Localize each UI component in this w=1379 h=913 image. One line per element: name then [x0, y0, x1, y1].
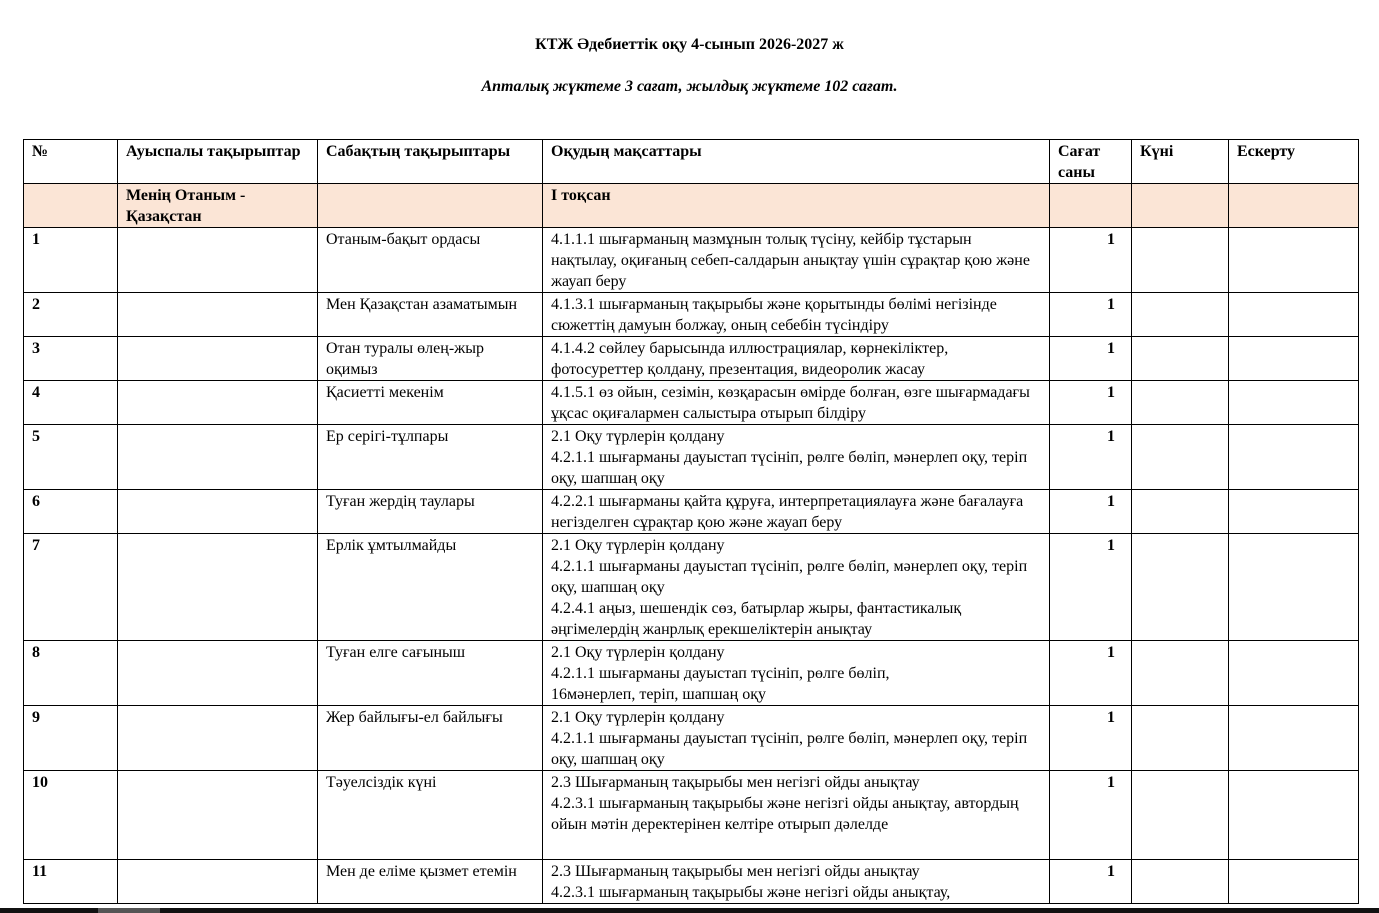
- header-date: Күні: [1132, 140, 1229, 184]
- objective-line: 2.1 Оқу түрлерін қолдану: [551, 644, 725, 661]
- objective-line: 4.1.3.1 шығарманың тақырыбы және қорытынды бөлімі негізінде сюжеттің дамуын болжау, оның себебін түсіндіру: [551, 296, 997, 334]
- row-hours: 1: [1050, 534, 1132, 641]
- row-date: [1132, 425, 1229, 490]
- row-date: [1132, 228, 1229, 293]
- row-objectives: [543, 381, 1050, 425]
- row-objectives: [543, 490, 1050, 534]
- objective-line: 4.2.1.1 шығарманы дауыстап түсініп, рөлге бөліп, мәнерлеп оқу, теріп оқу, шапшаң оқу: [551, 449, 1028, 487]
- row-note: [1229, 425, 1359, 490]
- table-row: [24, 228, 1359, 293]
- row-topic: Отаным-бақыт ордасы: [318, 228, 543, 293]
- row-date: [1132, 293, 1229, 337]
- row-hours: 1: [1050, 641, 1132, 706]
- row-num: 9: [24, 706, 118, 771]
- table-row: [24, 860, 1359, 904]
- row-date: [1132, 771, 1229, 860]
- row-num: 3: [24, 337, 118, 381]
- row-topic: Жер байлығы-ел байлығы: [318, 706, 543, 771]
- table-header-row: [24, 140, 1359, 184]
- row-hours: 1: [1050, 771, 1132, 860]
- row-unit: [118, 534, 318, 641]
- row-unit: [118, 337, 318, 381]
- row-topic: Ерлік ұмтылмайды: [318, 534, 543, 641]
- objective-line: 16мәнерлеп, теріп, шапшаң оқу: [551, 686, 766, 703]
- objective-line: 4.2.1.1 шығарманы дауыстап түсініп, рөлге бөліп, мәнерлеп оқу, теріп оқу, шапшаң оқу: [551, 730, 1028, 768]
- row-note: [1229, 381, 1359, 425]
- row-note: [1229, 337, 1359, 381]
- row-objectives: [543, 706, 1050, 771]
- row-date: [1132, 860, 1229, 904]
- row-unit: [118, 860, 318, 904]
- unit-row: [24, 184, 1359, 228]
- header-note: Ескерту: [1229, 140, 1359, 184]
- row-topic: Мен Қазақстан азаматымын: [318, 293, 543, 337]
- unit-row-date: [1132, 184, 1229, 228]
- objective-line: 4.2.2.1 шығарманы қайта құруға, интерпретациялауға және бағалауға негізделген сұрақтар қою және жауап беру: [551, 493, 1024, 531]
- row-date: [1132, 381, 1229, 425]
- row-num: 4: [24, 381, 118, 425]
- unit-row-hours: [1050, 184, 1132, 228]
- header-num: №: [24, 140, 118, 184]
- row-hours: 1: [1050, 293, 1132, 337]
- unit-row-topic: [318, 184, 543, 228]
- row-topic: Тәуелсіздік күні: [318, 771, 543, 860]
- table-row: [24, 641, 1359, 706]
- row-topic: Ер серігі-тұлпары: [318, 425, 543, 490]
- bottom-scroll-bar[interactable]: [0, 908, 1379, 913]
- objective-line: 4.2.1.1 шығарманы дауыстап түсініп, рөлге бөліп,: [551, 665, 890, 682]
- row-unit: [118, 293, 318, 337]
- row-topic: Туған жердің таулары: [318, 490, 543, 534]
- table-row: [24, 534, 1359, 641]
- objective-line: 4.2.1.1 шығарманы дауыстап түсініп, рөлге бөліп, мәнерлеп оқу, теріп оқу, шапшаң оқу: [551, 558, 1028, 596]
- row-unit: [118, 228, 318, 293]
- row-hours: 1: [1050, 228, 1132, 293]
- row-date: [1132, 641, 1229, 706]
- row-objectives: [543, 228, 1050, 293]
- row-note: [1229, 228, 1359, 293]
- unit-row-note: [1229, 184, 1359, 228]
- table-row: [24, 706, 1359, 771]
- row-num: 11: [24, 860, 118, 904]
- row-objectives: [543, 337, 1050, 381]
- row-objectives: [543, 293, 1050, 337]
- row-date: [1132, 706, 1229, 771]
- unit-row-quarter: І тоқсан: [543, 184, 1050, 228]
- row-date: [1132, 337, 1229, 381]
- row-unit: [118, 771, 318, 860]
- row-num: 5: [24, 425, 118, 490]
- table-row: [24, 490, 1359, 534]
- row-unit: [118, 381, 318, 425]
- row-note: [1229, 641, 1359, 706]
- table-row: [24, 337, 1359, 381]
- row-num: 2: [24, 293, 118, 337]
- objective-line: 4.2.3.1 шығарманың тақырыбы және негізгі ойды анықтау, автордың ойын мәтін деректерінен келтіре отырып дәлелде: [551, 795, 1019, 833]
- objective-line: 2.1 Оқу түрлерін қолдану: [551, 428, 725, 445]
- row-hours: 1: [1050, 425, 1132, 490]
- table-row: [24, 293, 1359, 337]
- row-date: [1132, 490, 1229, 534]
- row-num: 10: [24, 771, 118, 860]
- objective-line: 4.2.4.1 аңыз, шешендік сөз, батырлар жыры, фантастикалық әңгімелердің жанрлық ерекшеліктерін анықтау: [551, 600, 962, 638]
- row-num: 8: [24, 641, 118, 706]
- row-unit: [118, 641, 318, 706]
- row-note: [1229, 490, 1359, 534]
- row-topic: Отан туралы өлең-жыр оқимыз: [318, 337, 543, 381]
- row-objectives: [543, 641, 1050, 706]
- objective-line: 2.1 Оқу түрлерін қолдану: [551, 709, 725, 726]
- row-unit: [118, 490, 318, 534]
- unit-row-num: [24, 184, 118, 228]
- row-objectives: [543, 534, 1050, 641]
- row-topic: Мен де еліме қызмет етемін: [318, 860, 543, 904]
- row-note: [1229, 860, 1359, 904]
- objective-line: 4.1.4.2 сөйлеу барысында иллюстрациялар, көрнекіліктер, фотосуреттер қолдану, презентация, видеоролик жасау: [551, 340, 949, 378]
- unit-row-unit: Менің Отаным - Қазақстан: [118, 184, 318, 228]
- row-note: [1229, 706, 1359, 771]
- row-hours: 1: [1050, 381, 1132, 425]
- header-unit: Ауыспалы тақырыптар: [118, 140, 318, 184]
- objective-line: 4.1.1.1 шығарманың мазмұнын толық түсіну, кейбір тұстарын нақтылау, оқиғаның себеп-салдарын анықтау үшін сұрақтар қою және жауап беру: [551, 231, 1030, 290]
- row-unit: [118, 706, 318, 771]
- objective-line: 2.3 Шығарманың тақырыбы мен негізгі ойды анықтау: [551, 774, 920, 791]
- document-title: КТЖ Әдебиеттік оқу 4-сынып 2026-2027 ж: [535, 36, 844, 53]
- row-topic: Туған елге сағыныш: [318, 641, 543, 706]
- row-unit: [118, 425, 318, 490]
- row-objectives: [543, 771, 1050, 860]
- objective-line: 4.1.5.1 өз ойын, сезімін, көзқарасын өмірде болған, өзге шығармадағы ұқсас оқиғалармен салыстыра отырып білдіру: [551, 384, 1030, 422]
- row-date: [1132, 534, 1229, 641]
- header-hours: Сағат саны: [1050, 140, 1132, 184]
- row-note: [1229, 534, 1359, 641]
- table-row: [24, 381, 1359, 425]
- objective-line: 4.2.3.1 шығарманың тақырыбы және негізгі ойды анықтау,: [551, 884, 951, 901]
- row-objectives: [543, 425, 1050, 490]
- table-row: [24, 425, 1359, 490]
- row-hours: 1: [1050, 337, 1132, 381]
- objective-line: 2.1 Оқу түрлерін қолдану: [551, 537, 725, 554]
- row-hours: 1: [1050, 706, 1132, 771]
- row-hours: 1: [1050, 490, 1132, 534]
- row-note: [1229, 771, 1359, 860]
- scroll-thumb[interactable]: [98, 908, 160, 913]
- header-objectives: Оқудың мақсаттары: [543, 140, 1050, 184]
- document-subtitle: Апталық жүктеме 3 сағат, жылдық жүктеме 102 сағат.: [481, 78, 898, 95]
- row-hours: 1: [1050, 860, 1132, 904]
- lesson-plan-table: [23, 139, 1359, 904]
- header-topic: Сабақтың тақырыптары: [318, 140, 543, 184]
- row-num: 6: [24, 490, 118, 534]
- row-objectives: [543, 860, 1050, 904]
- row-note: [1229, 293, 1359, 337]
- objective-line: 2.3 Шығарманың тақырыбы мен негізгі ойды анықтау: [551, 863, 920, 880]
- row-num: 7: [24, 534, 118, 641]
- table-row: [24, 771, 1359, 860]
- row-num: 1: [24, 228, 118, 293]
- row-topic: Қасиетті мекенім: [318, 381, 543, 425]
